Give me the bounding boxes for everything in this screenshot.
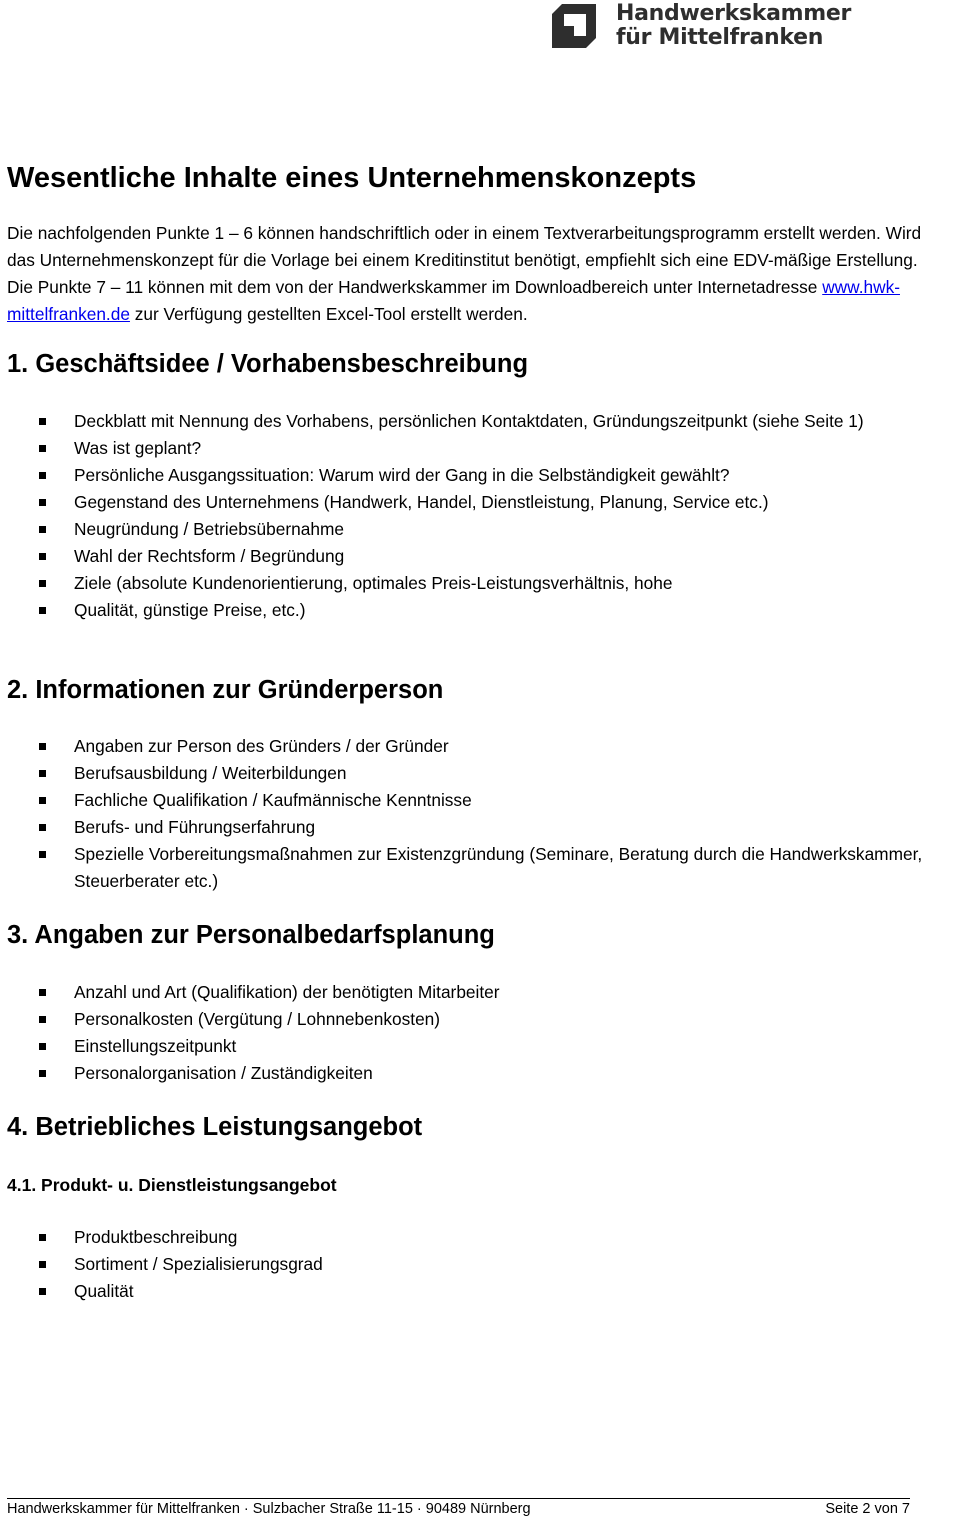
header-logo [552,2,852,52]
intro-paragraph [7,220,942,328]
list-item: Qualität, günstige Preise, etc.) [0,597,940,624]
bullet-icon [39,418,46,425]
section-4-list [0,1224,940,1305]
bullet-icon [39,1288,46,1295]
list-item: Angaben zur Person des Gründers / der Gründer [0,733,940,760]
list-item: Fachliche Qualifikation / Kaufmännische Kenntnisse [0,787,940,814]
section-2-heading: 2. Informationen zur Gründerperson [7,676,444,704]
section-1-heading: 1. Geschäftsidee / Vorhabensbeschreibung [7,350,529,378]
footer-address: Handwerkskammer für Mittelfranken · Sulzbacher Straße 11-15 · 90489 Nürnberg [7,1501,531,1517]
list-item: Ziele (absolute Kundenorientierung, optimales Preis-Leistungsverhältnis, hohe [0,570,940,597]
list-item: Neugründung / Betriebsübernahme [0,516,940,543]
bullet-icon [39,553,46,560]
intro-text-before-link: Die nachfolgenden Punkte 1 – 6 können handschriftlich oder in einem Textverarbeitungsprogramm erstellt werden. Wird das Unternehmenskonzept für die Vorlage bei einem Kreditinstitut benötigt, empfiehlt sich eine EDV-mäßige Erstellung. Die Punkte 7 – 11 können mit dem von der Handwerkskammer im Downloadbereich unter Internetadresse [7,223,922,297]
bullet-icon [39,1070,46,1077]
section-1-list [0,408,940,624]
bullet-icon [39,989,46,996]
bullet-icon [39,526,46,533]
document-title: Wesentliche Inhalte eines Unternehmenskonzepts [7,162,697,194]
section-3-list [0,979,940,1087]
bullet-icon [39,472,46,479]
list-item: Wahl der Rechtsform / Begründung [0,543,940,570]
bullet-icon [39,607,46,614]
list-item: Berufsausbildung / Weiterbildungen [0,760,940,787]
list-item: Qualität [0,1278,940,1305]
list-item: Sortiment / Spezialisierungsgrad [0,1251,940,1278]
bullet-icon [39,1261,46,1268]
footer-divider [7,1498,910,1499]
list-item: Spezielle Vorbereitungsmaßnahmen zur Existenzgründung (Seminare, Beratung durch die Handwerkskammer, Steuerberater etc.) [0,841,940,895]
section-4-heading: 4. Betriebliches Leistungsangebot [7,1113,423,1141]
bullet-icon [39,1043,46,1050]
intro-text-after-link: zur Verfügung gestellten Excel-Tool erstellt werden. [129,304,528,324]
section-2-list [0,733,940,895]
bullet-icon [39,851,46,858]
logo-line-1: Handwerkskammer [616,1,852,26]
list-item: Gegenstand des Unternehmens (Handwerk, Handel, Dienstleistung, Planung, Service etc.) [0,489,940,516]
list-item: Persönliche Ausgangssituation: Warum wird der Gang in die Selbständigkeit gewählt? [0,462,940,489]
bullet-icon [39,743,46,750]
list-item: Personalorganisation / Zuständigkeiten [0,1060,940,1087]
bullet-icon [39,445,46,452]
section-4-1-heading: 4.1. Produkt- u. Dienstleistungsangebot [7,1175,337,1195]
bullet-icon [39,499,46,506]
website-link[interactable]: www.hwk-mittelfranken.de [7,277,900,324]
list-item: Personalkosten (Vergütung / Lohnnebenkosten) [0,1006,940,1033]
list-item: Was ist geplant? [0,435,940,462]
bullet-icon [39,580,46,587]
list-item: Einstellungszeitpunkt [0,1033,940,1060]
list-item: Berufs- und Führungserfahrung [0,814,940,841]
list-item: Deckblatt mit Nennung des Vorhabens, persönlichen Kontaktdaten, Gründungszeitpunkt (siehe Seite 1) [0,408,940,435]
bullet-icon [39,770,46,777]
bullet-icon [39,1234,46,1241]
logo-text [616,2,851,50]
section-3-heading: 3. Angaben zur Personalbedarfsplanung [7,921,495,949]
bullet-icon [39,797,46,804]
chamber-logo-icon [552,4,596,48]
logo-line-2: für Mittelfranken [616,25,824,50]
bullet-icon [39,1016,46,1023]
list-item: Anzahl und Art (Qualifikation) der benötigten Mitarbeiter [0,979,940,1006]
bullet-icon [39,824,46,831]
page-number: Seite 2 von 7 [825,1501,910,1517]
list-item: Produktbeschreibung [0,1224,940,1251]
